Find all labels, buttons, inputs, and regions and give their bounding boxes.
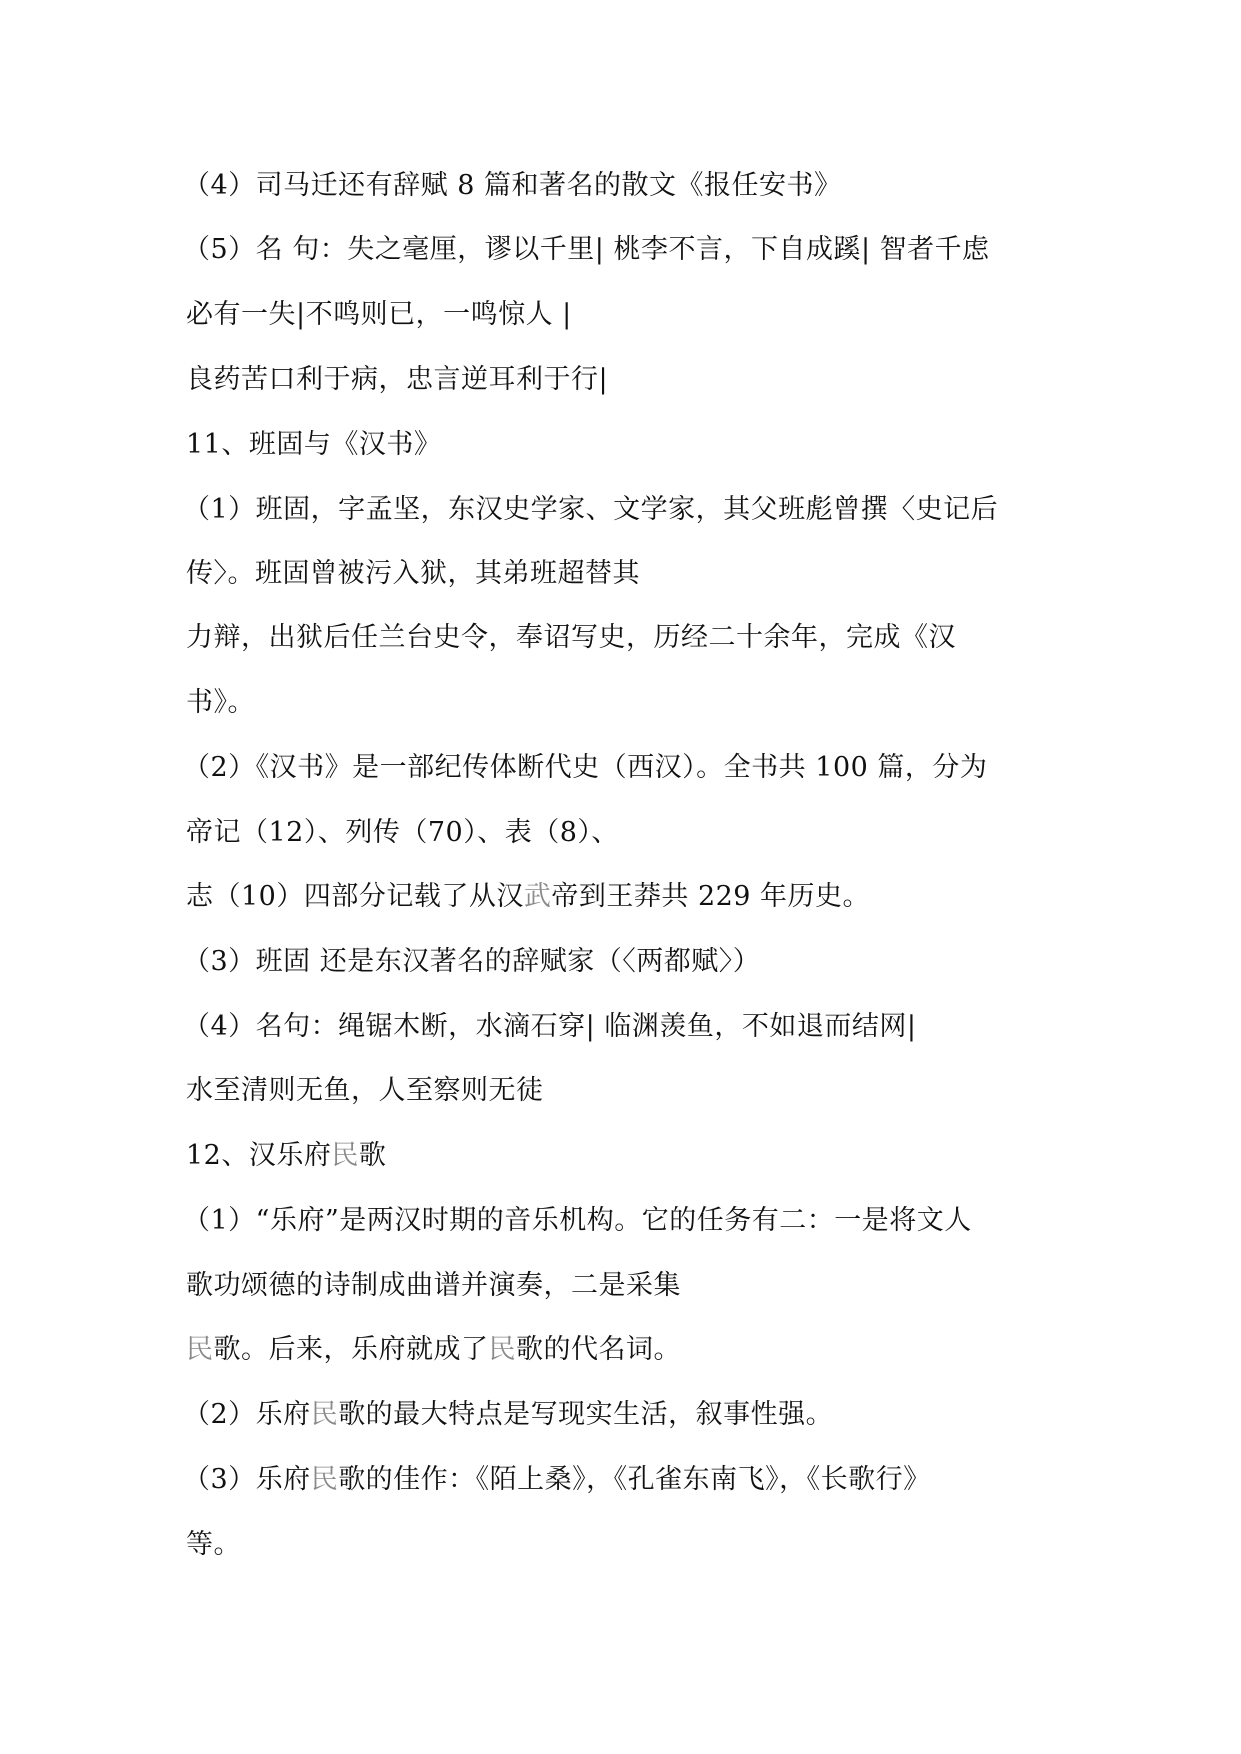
text-line bbox=[186, 297, 572, 333]
text-line bbox=[186, 556, 640, 592]
text-line bbox=[186, 1268, 681, 1304]
faded-character: 民 bbox=[186, 1334, 214, 1365]
text-segment: 志（10）四部分记载了从汉 bbox=[186, 881, 524, 912]
text-line bbox=[186, 1332, 681, 1368]
text-line bbox=[183, 492, 998, 528]
text-segment: 帝到王莽共 229 年历史。 bbox=[551, 881, 871, 912]
text-segment: 书》。 bbox=[186, 687, 255, 718]
text-line bbox=[183, 1009, 916, 1045]
text-line bbox=[183, 1203, 972, 1239]
text-line bbox=[186, 1073, 544, 1109]
text-segment: （1）“乐府”是两汉时期的音乐机构。它的任务有二：一是将文人 bbox=[183, 1205, 972, 1236]
text-segment: （1）班固，字孟坚，东汉史学家、文学家，其父班彪曾撰〈史记后 bbox=[183, 494, 999, 525]
text-segment: 歌的代名词。 bbox=[516, 1334, 681, 1365]
text-segment: （2）《汉书》是一部纪传体断代史（西汉）。全书共 100 篇，分为 bbox=[183, 752, 988, 783]
section-heading bbox=[186, 1138, 386, 1174]
text-segment: 水至清则无鱼，人至察则无徒 bbox=[186, 1075, 544, 1106]
text-segment: 歌。后来，乐府就成了 bbox=[213, 1334, 489, 1365]
faded-character: 民 bbox=[331, 1140, 359, 1171]
text-segment: 歌功颂德的诗制成曲谱并演奏，二是采集 bbox=[186, 1270, 681, 1301]
text-segment: 歌的佳作：《陌上桑》，《孔雀东南飞》，《长歌行》 bbox=[338, 1464, 931, 1495]
text-segment: （3）班固 还是东汉著名的辞赋家（〈两都赋〉） bbox=[183, 946, 761, 977]
text-line bbox=[186, 362, 608, 398]
text-segment: （3）乐府 bbox=[183, 1464, 311, 1495]
text-segment: （4）名句：绳锯木断，水滴石穿| 临渊羡鱼，不如退而结网| bbox=[183, 1011, 917, 1042]
text-segment: 等。 bbox=[186, 1529, 241, 1560]
faded-character: 民 bbox=[488, 1334, 516, 1365]
text-line bbox=[186, 815, 619, 851]
text-segment: （2）乐府 bbox=[183, 1399, 311, 1430]
text-segment: 歌 bbox=[358, 1140, 387, 1171]
faded-character: 武 bbox=[523, 881, 552, 912]
text-line bbox=[183, 232, 990, 268]
text-segment: （5）名 句：失之毫厘，谬以千里| 桃李不言，下自成蹊| 智者千虑 bbox=[183, 234, 990, 265]
faded-character: 民 bbox=[310, 1464, 339, 1495]
text-segment: 12、汉乐府 bbox=[186, 1140, 332, 1171]
text-line bbox=[183, 1397, 833, 1433]
text-line bbox=[183, 750, 987, 786]
text-line bbox=[183, 944, 760, 980]
section-heading bbox=[186, 427, 441, 463]
text-line bbox=[186, 620, 956, 656]
text-line bbox=[186, 879, 870, 915]
faded-character: 民 bbox=[310, 1399, 339, 1430]
text-segment: 良药苦口利于病，忠言逆耳利于行| bbox=[186, 364, 609, 395]
text-segment: 歌的最大特点是写现实生活，叙事性强。 bbox=[338, 1399, 834, 1430]
text-line bbox=[183, 168, 842, 204]
text-line bbox=[186, 1527, 241, 1563]
text-line bbox=[183, 1462, 931, 1498]
text-segment: 传〉。班固曾被污入狱，其弟班超替其 bbox=[186, 558, 640, 589]
text-segment: 帝记（12）、列传（70）、表（8）、 bbox=[186, 817, 619, 848]
text-segment: 力辩，出狱后任兰台史令，奉诏写史，历经二十余年，完成《汉 bbox=[186, 622, 956, 653]
text-segment: 11、班固与《汉书》 bbox=[186, 429, 442, 460]
text-segment: （4）司马迁还有辞赋 8 篇和著名的散文《报任安书》 bbox=[183, 170, 842, 201]
text-line bbox=[186, 685, 255, 721]
text-segment: 必有一失|不鸣则已，一鸣惊人 | bbox=[186, 299, 572, 330]
